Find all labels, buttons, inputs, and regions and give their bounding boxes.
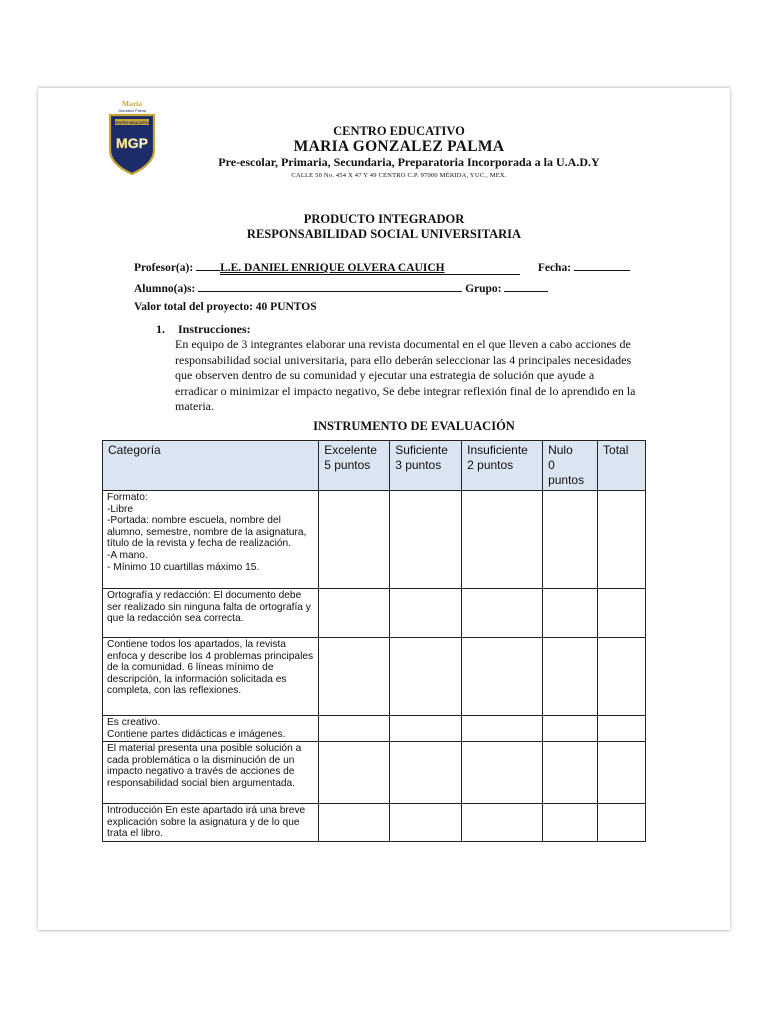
school-label: CENTRO EDUCATIVO [333, 124, 465, 138]
score-cell[interactable] [543, 804, 598, 842]
column-header-excelente: Excelente 5 puntos [319, 441, 390, 491]
score-cell[interactable] [319, 716, 390, 742]
evaluation-heading: INSTRUMENTO DE EVALUACIÓN [313, 419, 515, 433]
column-header-category: Categoría [103, 441, 319, 491]
score-cell[interactable] [543, 716, 598, 742]
product-title [38, 212, 730, 242]
column-header-suficiente: Suficiente 3 puntos [390, 441, 462, 491]
score-cell[interactable] [390, 716, 462, 742]
score-cell[interactable] [319, 742, 390, 804]
instructions-number: 1. [156, 322, 165, 336]
teacher-value: L.E. DANIEL ENRIQUE OLVERA CAUICH [220, 262, 520, 275]
logo-sub-text: Gonzalez Palma [118, 109, 146, 113]
category-cell: Contiene todos los apartados, la revista enfoca y describe los 4 problemas principales de la comunidad. 6 líneas mínimo de descripción, la información solicitada es completa, con las reflexiones. [103, 638, 319, 716]
group-label: Grupo: [465, 283, 502, 295]
column-header-total: Total [598, 441, 646, 491]
instructions-section [156, 322, 636, 414]
score-cell[interactable] [462, 804, 543, 842]
score-cell[interactable] [319, 638, 390, 716]
total-cell[interactable] [598, 491, 646, 589]
score-cell[interactable] [462, 716, 543, 742]
date-label: Fecha: [537, 262, 572, 274]
score-cell[interactable] [543, 638, 598, 716]
column-header-nulo: Nulo 0 puntos [543, 441, 598, 491]
students-field[interactable] [198, 279, 462, 292]
school-levels: Pre-escolar, Primaria, Secundaria, Preparatoria Incorporada a la U.A.D.Y [218, 155, 600, 169]
teacher-row [134, 258, 630, 275]
product-line-1: PRODUCTO INTEGRADOR [303, 212, 465, 226]
logo-top-text: Maria [122, 99, 142, 108]
school-address: CALLE 50 No. 454 X 47 Y 49 CENTRO C.P. 97000 MÉRIDA, YUC., MEX. [291, 172, 507, 179]
logo-initials: MGP [116, 135, 148, 151]
total-cell[interactable] [598, 742, 646, 804]
score-cell[interactable] [319, 804, 390, 842]
score-cell[interactable] [462, 589, 543, 638]
school-name: MARIA GONZALEZ PALMA [293, 138, 505, 155]
score-cell[interactable] [390, 742, 462, 804]
total-cell[interactable] [598, 716, 646, 742]
table-row [103, 742, 646, 804]
table-header-row [103, 441, 646, 491]
table-row [103, 491, 646, 589]
score-cell[interactable] [462, 638, 543, 716]
score-cell[interactable] [462, 742, 543, 804]
score-cell[interactable] [390, 638, 462, 716]
category-cell: El material presenta una posible solución a cada problemática o la disminución de un impacto negativo a través de acciones de responsabilidad social bien argumentada. [103, 742, 319, 804]
logo-band-text: CENTRO EDUCATIVO [113, 120, 151, 125]
instructions-title: Instrucciones: [178, 322, 251, 336]
category-cell: Formato: -Libre -Portada: nombre escuela, nombre del alumno, semestre, nombre de la asignatura, título de la revista y fecha de realización. -A mano. - Mínimo 10 cuartillas máximo 15. [103, 491, 319, 589]
score-cell[interactable] [543, 491, 598, 589]
date-field[interactable] [574, 258, 630, 271]
category-cell: Es creativo. Contiene partes didácticas e imágenes. [103, 716, 319, 742]
score-cell[interactable] [319, 589, 390, 638]
table-row [103, 804, 646, 842]
score-cell[interactable] [390, 804, 462, 842]
score-cell[interactable] [543, 589, 598, 638]
students-label: Alumno(a)s: [134, 283, 196, 295]
column-header-insuficiente: Insuficiente 2 puntos [462, 441, 543, 491]
school-header [38, 124, 730, 182]
product-line-2: RESPONSABILIDAD SOCIAL UNIVERSITARIA [246, 227, 522, 241]
evaluation-table [102, 440, 646, 842]
total-cell[interactable] [598, 638, 646, 716]
total-cell[interactable] [598, 589, 646, 638]
instructions-text: En equipo de 3 integrantes elaborar una revista documental en el que lleven a cabo acciones de responsabilidad social universitaria, para ello deberán seleccionar las 4 principales necesidades que observen dentro de su comunidad y ejecutar una estrategia de solución que ayude a erradicar o minimizar el impacto negativo, Se debe integrar reflexión final de lo aprendido en la materia. [175, 337, 636, 414]
total-value: Valor total del proyecto: 40 PUNTOS [134, 301, 317, 313]
score-cell[interactable] [390, 589, 462, 638]
category-cell: Introducción En este apartado irá una breve explicación sobre la asignatura y de lo que trata el libro. [103, 804, 319, 842]
total-cell[interactable] [598, 804, 646, 842]
table-row [103, 716, 646, 742]
teacher-label: Profesor(a): [134, 262, 194, 274]
table-row [103, 589, 646, 638]
category-cell: Ortografía y redacción: El documento debe ser realizado sin ninguna falta de ortografía y que la redacción sea correcta. [103, 589, 319, 638]
score-cell[interactable] [543, 742, 598, 804]
students-row [134, 279, 548, 295]
score-cell[interactable] [390, 491, 462, 589]
score-cell[interactable] [462, 491, 543, 589]
table-row [103, 638, 646, 716]
group-field[interactable] [504, 279, 548, 292]
score-cell[interactable] [319, 491, 390, 589]
document-page [38, 88, 730, 930]
teacher-blank-lead [196, 258, 220, 271]
